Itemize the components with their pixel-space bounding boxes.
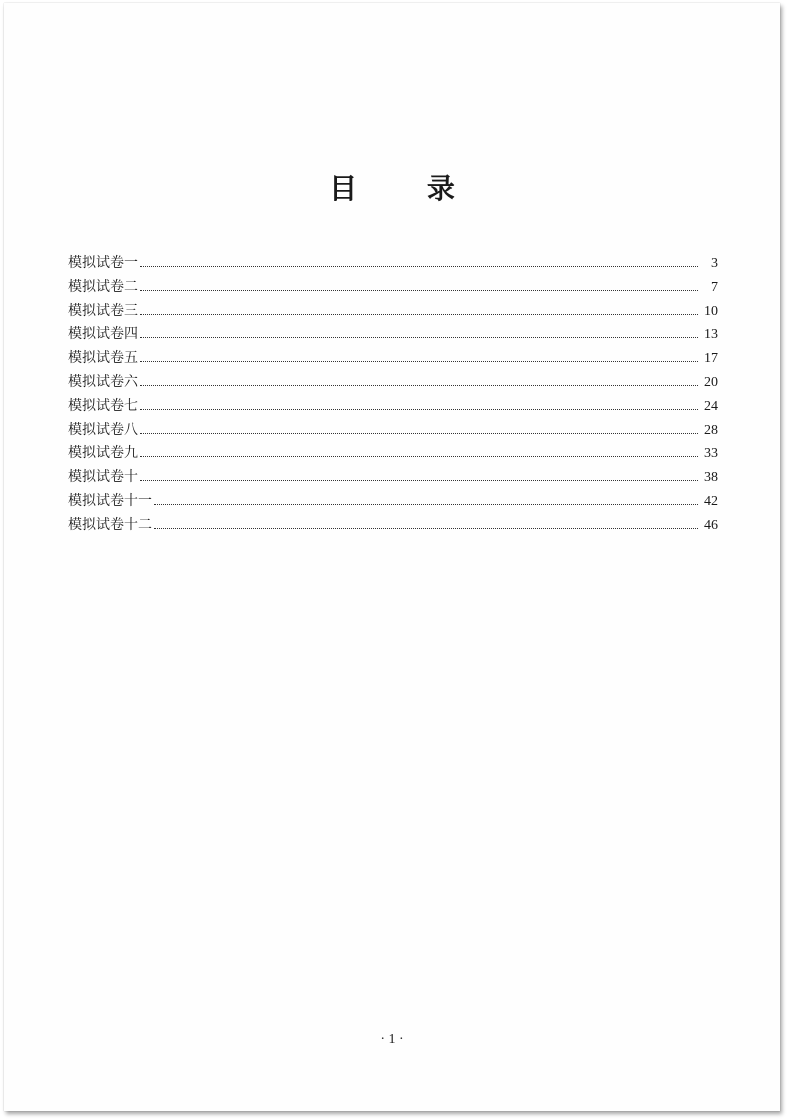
toc-leader-dots (140, 409, 698, 410)
toc-leader-dots (140, 337, 698, 338)
toc-entry-label: 模拟试卷九 (68, 445, 138, 462)
toc-entry-label: 模拟试卷十二 (68, 516, 152, 533)
toc-entry (68, 466, 718, 490)
toc-entry (68, 323, 718, 347)
toc-leader-dots (154, 504, 698, 505)
toc-entry (68, 395, 718, 419)
toc-entry-label: 模拟试卷十 (68, 469, 138, 486)
toc-entry-page: 3 (711, 256, 718, 271)
toc-entry-page: 28 (704, 422, 718, 438)
toc-entry (68, 300, 718, 324)
toc-entry (68, 514, 718, 538)
toc-entry (68, 347, 718, 371)
toc-leader-dots (140, 433, 698, 434)
toc-entry-page: 24 (704, 398, 718, 414)
table-of-contents (68, 252, 718, 538)
toc-entry (68, 371, 718, 395)
toc-entry (68, 442, 718, 466)
toc-entry-page: 13 (704, 327, 718, 343)
page-title: 目 录 (329, 172, 485, 205)
toc-entry-page: 42 (704, 493, 718, 509)
toc-entry-label: 模拟试卷十一 (68, 492, 152, 509)
toc-entry-page: 7 (711, 279, 718, 295)
toc-entry (68, 252, 718, 276)
toc-entry-label: 模拟试卷七 (68, 397, 138, 414)
toc-leader-dots (140, 266, 698, 267)
toc-entry-label: 模拟试卷四 (68, 326, 138, 343)
toc-entry-label: 模拟试卷三 (68, 302, 138, 319)
toc-leader-dots (140, 456, 698, 457)
toc-entry (68, 276, 718, 300)
toc-entry-page: 46 (704, 517, 718, 533)
toc-leader-dots (140, 290, 698, 291)
toc-leader-dots (140, 314, 698, 315)
toc-entry-page: 17 (704, 351, 718, 367)
toc-entry-page: 33 (704, 446, 718, 462)
toc-leader-dots (154, 528, 698, 529)
toc-entry-label: 模拟试卷六 (68, 373, 138, 390)
toc-leader-dots (140, 361, 698, 362)
toc-entry-label: 模拟试卷八 (68, 421, 138, 438)
toc-entry (68, 490, 718, 514)
toc-leader-dots (140, 480, 698, 481)
toc-entry-page: 20 (704, 374, 718, 390)
toc-entry-label: 模拟试卷五 (68, 350, 138, 367)
toc-leader-dots (140, 385, 698, 386)
toc-entry (68, 419, 718, 443)
toc-entry-page: 10 (704, 303, 718, 319)
toc-entry-label: 模拟试卷一 (68, 255, 138, 271)
page-number: · 1 · (380, 1032, 404, 1047)
toc-entry-page: 38 (704, 470, 718, 486)
toc-entry-label: 模拟试卷二 (68, 278, 138, 295)
document-page (4, 3, 780, 1111)
